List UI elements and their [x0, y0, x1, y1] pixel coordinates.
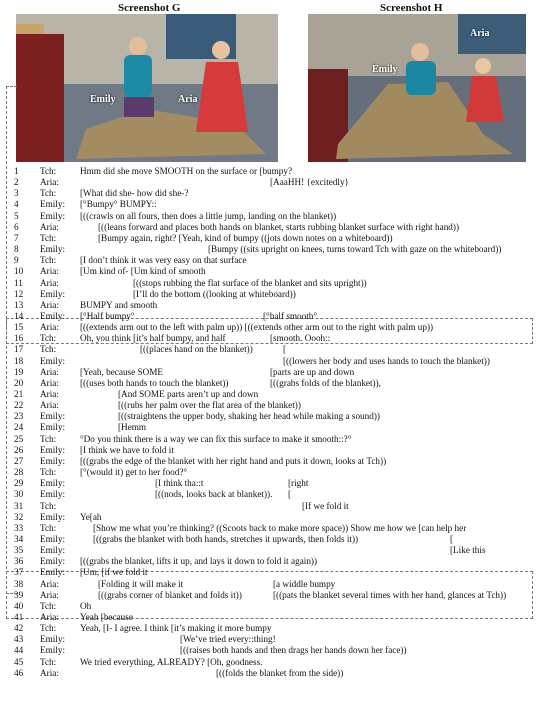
transcript-line	[0, 478, 550, 489]
transcript-line	[0, 322, 550, 333]
transcript-line	[0, 278, 550, 289]
line-number: 31	[14, 500, 24, 511]
line-number: 2	[14, 177, 19, 188]
speaker-label: Tch:	[40, 433, 57, 444]
utterance-text: [((folds the blanket from the side))	[216, 667, 344, 678]
transcript-line	[0, 534, 550, 545]
line-number: 29	[14, 478, 24, 489]
line-number: 19	[14, 366, 24, 377]
transcript-line	[0, 556, 550, 567]
line-number: 32	[14, 511, 24, 522]
speaker-label: Tch:	[40, 522, 57, 533]
transcript-line	[0, 623, 550, 634]
utterance-text: [We’ve tried every::thing!	[180, 634, 276, 645]
speaker-label: Tch:	[40, 255, 57, 266]
transcript-line	[0, 590, 550, 601]
speaker-label: Tch:	[40, 467, 57, 478]
utterance-text: [Bumpy ((sits upright on knees, turns toward Tch with gaze on the whiteboard))	[208, 244, 502, 255]
speaker-label: Tch:	[40, 344, 57, 355]
utterance-text: [And SOME parts aren’t up and down	[118, 389, 259, 399]
utterance-text: [((grabs the blanket, lifts it up, and lays it down to fold it again))	[80, 556, 318, 567]
transcript-line	[0, 601, 550, 612]
line-number: 35	[14, 545, 24, 556]
utterance-text: [((pats the blanket several times with her hand, glances at Tch))	[273, 589, 507, 600]
speaker-label: Emily:	[40, 556, 66, 567]
line-number: 17	[14, 344, 24, 355]
utterance-text: [((grabs corner of blanket and folds it))	[98, 589, 242, 600]
line-number: 7	[14, 232, 19, 243]
line-number: 33	[14, 522, 24, 533]
line-number: 25	[14, 433, 24, 444]
transcript-line	[0, 356, 550, 367]
screenshot-g	[16, 14, 278, 162]
utterance-text: °Do you think there is a way we can fix this surface to make it smooth::?°	[80, 433, 352, 444]
utterance-text: [((stops rubbing the flat surface of the blanket and sits upright))	[133, 277, 367, 288]
screenshot-g-image	[16, 14, 278, 162]
transcript-line	[0, 467, 550, 478]
utterance-text: Oh, you think [it’s half bumpy, and half	[80, 333, 226, 344]
line-number: 14	[14, 310, 24, 321]
transcript-line	[0, 411, 550, 422]
line-number: 43	[14, 634, 24, 645]
transcript-line	[0, 668, 550, 679]
transcript-line	[0, 344, 550, 355]
screenshot-h-label-aria: Aria	[470, 28, 490, 39]
speaker-label: Tch:	[40, 500, 57, 511]
transcript-line	[0, 166, 550, 177]
line-number: 39	[14, 589, 24, 600]
transcript-line	[0, 634, 550, 645]
line-number: 40	[14, 600, 24, 611]
speaker-label: Emily:	[40, 645, 66, 656]
transcript-line	[0, 523, 550, 534]
speaker-label: Tch:	[40, 623, 57, 634]
line-number: 45	[14, 656, 24, 667]
utterance-text: [I don’t think it was very easy on that surface	[80, 255, 247, 266]
transcript-line	[0, 512, 550, 523]
speaker-label: Tch:	[40, 166, 57, 176]
transcript-line	[0, 311, 550, 322]
line-number: 13	[14, 299, 24, 310]
line-number: 34	[14, 533, 24, 544]
line-number: 23	[14, 411, 24, 422]
transcript-line	[0, 188, 550, 199]
utterance-text: Yeah, [I- I agree. I think [it’s making it more bumpy	[80, 623, 272, 634]
speaker-label: Aria:	[40, 578, 59, 589]
transcript-line	[0, 367, 550, 378]
speaker-label: Emily:	[40, 478, 66, 489]
speaker-label: Aria:	[40, 322, 59, 333]
utterance-text: [((nods, looks back at blanket)).	[155, 489, 273, 500]
utterance-text: [parts are up and down	[270, 366, 355, 377]
speaker-label: Emily:	[40, 455, 66, 466]
speaker-label: Aria:	[40, 299, 59, 310]
utterance-text: [((straightens the upper body, shaking her head while making a sound))	[118, 411, 380, 422]
speaker-label: Emily:	[40, 489, 66, 500]
screenshot-h-label-emily: Emily	[372, 64, 398, 75]
transcript-line	[0, 211, 550, 222]
utterance-text: [Um, [if we fold it	[80, 567, 148, 578]
transcript-line	[0, 579, 550, 590]
screenshot-g-label-emily: Emily	[90, 94, 116, 105]
line-number: 37	[14, 567, 24, 578]
speaker-label: Emily:	[40, 533, 66, 544]
speaker-label: Aria:	[40, 177, 59, 188]
utterance-text: [	[283, 344, 287, 355]
utterance-text: [((grabs the edge of the blanket with her right hand and puts it down, looks at Tch))	[80, 455, 387, 466]
line-number: 26	[14, 444, 24, 455]
line-number: 46	[14, 667, 24, 678]
line-number: 21	[14, 389, 24, 399]
speaker-label: Emily:	[40, 288, 66, 299]
transcript-line	[0, 422, 550, 433]
utterance-text: [((grabs the blanket with both hands, stretches it upwards, then folds it))	[93, 533, 359, 544]
speaker-label: Aria:	[40, 589, 59, 600]
speaker-label: Emily:	[40, 567, 66, 578]
speaker-label: Aria:	[40, 389, 59, 399]
transcript-line	[0, 378, 550, 389]
utterance-text: Ye[ah	[80, 511, 102, 522]
speaker-label: Emily:	[40, 422, 66, 433]
transcript-line	[0, 199, 550, 210]
line-number: 24	[14, 422, 24, 433]
transcript-line	[0, 266, 550, 277]
speaker-label: Emily:	[40, 244, 66, 255]
utterance-text: [If we fold it	[302, 500, 349, 511]
utterance-text: [a widdle bumpy	[273, 578, 336, 589]
line-number: 6	[14, 221, 19, 232]
transcript-line	[0, 333, 550, 344]
line-number: 16	[14, 333, 24, 344]
line-number: 1	[14, 166, 19, 176]
utterance-text: [((leans forward and places both hands on blanket, starts rubbing blanket surface with right hand))	[98, 221, 460, 232]
transcript-line	[0, 434, 550, 445]
screenshot-h-title: Screenshot H	[380, 2, 443, 14]
utterance-text: [	[288, 489, 292, 500]
utterance-text: [((uses both hands to touch the blanket))	[80, 377, 229, 388]
speaker-label: Tch:	[40, 656, 57, 667]
line-number: 28	[14, 467, 24, 478]
utterance-text: [AaaHH! {excitedly}	[270, 177, 349, 188]
line-number: 8	[14, 244, 19, 255]
utterance-text: [I think tha::t	[155, 478, 204, 489]
utterance-text: Yeah [because	[80, 612, 133, 622]
utterance-text: [Um kind of- [Um kind of smooth	[80, 266, 206, 277]
utterance-text: [What did she- how did she-?	[80, 188, 189, 199]
speaker-label: Tch:	[40, 188, 57, 199]
speaker-label: Emily:	[40, 310, 66, 321]
speaker-label: Aria:	[40, 266, 59, 277]
utterance-text: We tried everything, ALREADY? [Oh, goodness.	[80, 656, 263, 667]
line-number: 5	[14, 210, 19, 221]
utterance-text: [Folding it will make it	[98, 578, 184, 589]
transcript-line	[0, 612, 550, 623]
transcript-line	[0, 233, 550, 244]
transcript-line	[0, 545, 550, 556]
line-number: 12	[14, 288, 24, 299]
line-number: 10	[14, 266, 24, 277]
utterance-text: [((places hand on the blanket))	[140, 344, 253, 355]
speaker-label: Emily:	[40, 511, 66, 522]
utterance-text: BUMPY and smooth	[80, 299, 158, 310]
speaker-label: Tch:	[40, 600, 57, 611]
transcript-line	[0, 489, 550, 500]
utterance-text: [Like this	[450, 545, 486, 556]
transcript-line	[0, 567, 550, 578]
line-number: 36	[14, 556, 24, 567]
speaker-label: Aria:	[40, 221, 59, 232]
transcript-line	[0, 445, 550, 456]
utterance-text: [°half smooth°	[263, 310, 318, 321]
transcript-line	[0, 645, 550, 656]
line-number: 44	[14, 645, 24, 656]
utterance-text: Oh	[80, 600, 92, 611]
utterance-text: [°Bumpy° BUMPY::	[80, 199, 157, 210]
transcript-line	[0, 300, 550, 311]
utterance-text: Hmm did she move SMOOTH on the surface or [bumpy?	[80, 166, 293, 176]
utterance-text: [Yeah, because SOME	[80, 366, 164, 377]
screenshot-h-image	[308, 14, 526, 162]
line-number: 20	[14, 377, 24, 388]
line-number: 18	[14, 355, 24, 366]
line-number: 42	[14, 623, 24, 634]
transcript-line	[0, 255, 550, 266]
utterance-text: [right	[288, 478, 309, 489]
utterance-text: [smooth. Oooh::	[270, 333, 331, 344]
utterance-text: [((lowers her body and uses hands to touch the blanket))	[283, 355, 490, 366]
utterance-text: [°(would it) get to her food?°	[80, 467, 188, 478]
utterance-text: [Hemm	[118, 422, 147, 433]
transcript-line	[0, 456, 550, 467]
line-number: 4	[14, 199, 19, 210]
transcript-line	[0, 289, 550, 300]
line-number: 38	[14, 578, 24, 589]
line-number: 11	[14, 277, 23, 288]
line-number: 9	[14, 255, 19, 266]
speaker-label: Emily:	[40, 444, 66, 455]
utterance-text: [((grabs folds of the blanket)),	[270, 377, 381, 388]
transcript-line	[0, 244, 550, 255]
utterance-text: [Show me what you’re thinking? ((Scoots back to make more space)) Show me how we [can help her	[93, 522, 467, 533]
utterance-text: [((raises both hands and then drags her hands down her face))	[180, 645, 407, 656]
utterance-text: [((crawls on all fours, then does a little jump, landing on the blanket))	[80, 210, 337, 221]
speaker-label: Emily:	[40, 411, 66, 422]
screenshot-g-title: Screenshot G	[118, 2, 181, 14]
line-number: 30	[14, 489, 24, 500]
speaker-label: Aria:	[40, 400, 59, 411]
transcript-line	[0, 222, 550, 233]
utterance-text: [I’ll do the bottom ((looking at whiteboard))	[133, 288, 296, 299]
transcript-line	[0, 177, 550, 188]
speaker-label: Aria:	[40, 667, 59, 678]
utterance-text: [I think we have to fold it	[80, 444, 174, 455]
utterance-text: [°Half bumpy°	[80, 310, 135, 321]
speaker-label: Tch:	[40, 232, 57, 243]
speaker-label: Aria:	[40, 377, 59, 388]
line-number: 41	[14, 612, 24, 622]
line-number: 27	[14, 455, 24, 466]
utterance-text: [	[450, 533, 454, 544]
transcript-line	[0, 389, 550, 400]
screenshot-g-label-aria: Aria	[178, 94, 198, 105]
speaker-label: Aria:	[40, 366, 59, 377]
screenshot-h	[308, 14, 526, 162]
speaker-label: Emily:	[40, 210, 66, 221]
utterance-text: [Bumpy again, right? [Yeah, kind of bumpy ((jots down notes on a whiteboard))	[98, 232, 393, 243]
utterance-text: [((rubs her palm over the flat area of the blanket))	[118, 400, 301, 411]
line-number: 3	[14, 188, 19, 199]
line-number: 15	[14, 322, 24, 333]
speaker-label: Aria:	[40, 612, 59, 622]
utterance-text: [((extends arm out to the left with palm up)) [((extends other arm out to the right with palm up))	[80, 322, 434, 333]
speaker-label: Aria:	[40, 277, 59, 288]
line-number: 22	[14, 400, 24, 411]
speaker-label: Tch:	[40, 333, 57, 344]
speaker-label: Emily:	[40, 199, 66, 210]
speaker-label: Emily:	[40, 634, 66, 645]
speaker-label: Emily:	[40, 355, 66, 366]
transcript-line	[0, 400, 550, 411]
speaker-label: Emily:	[40, 545, 66, 556]
transcript-line	[0, 657, 550, 668]
transcript-line	[0, 501, 550, 512]
